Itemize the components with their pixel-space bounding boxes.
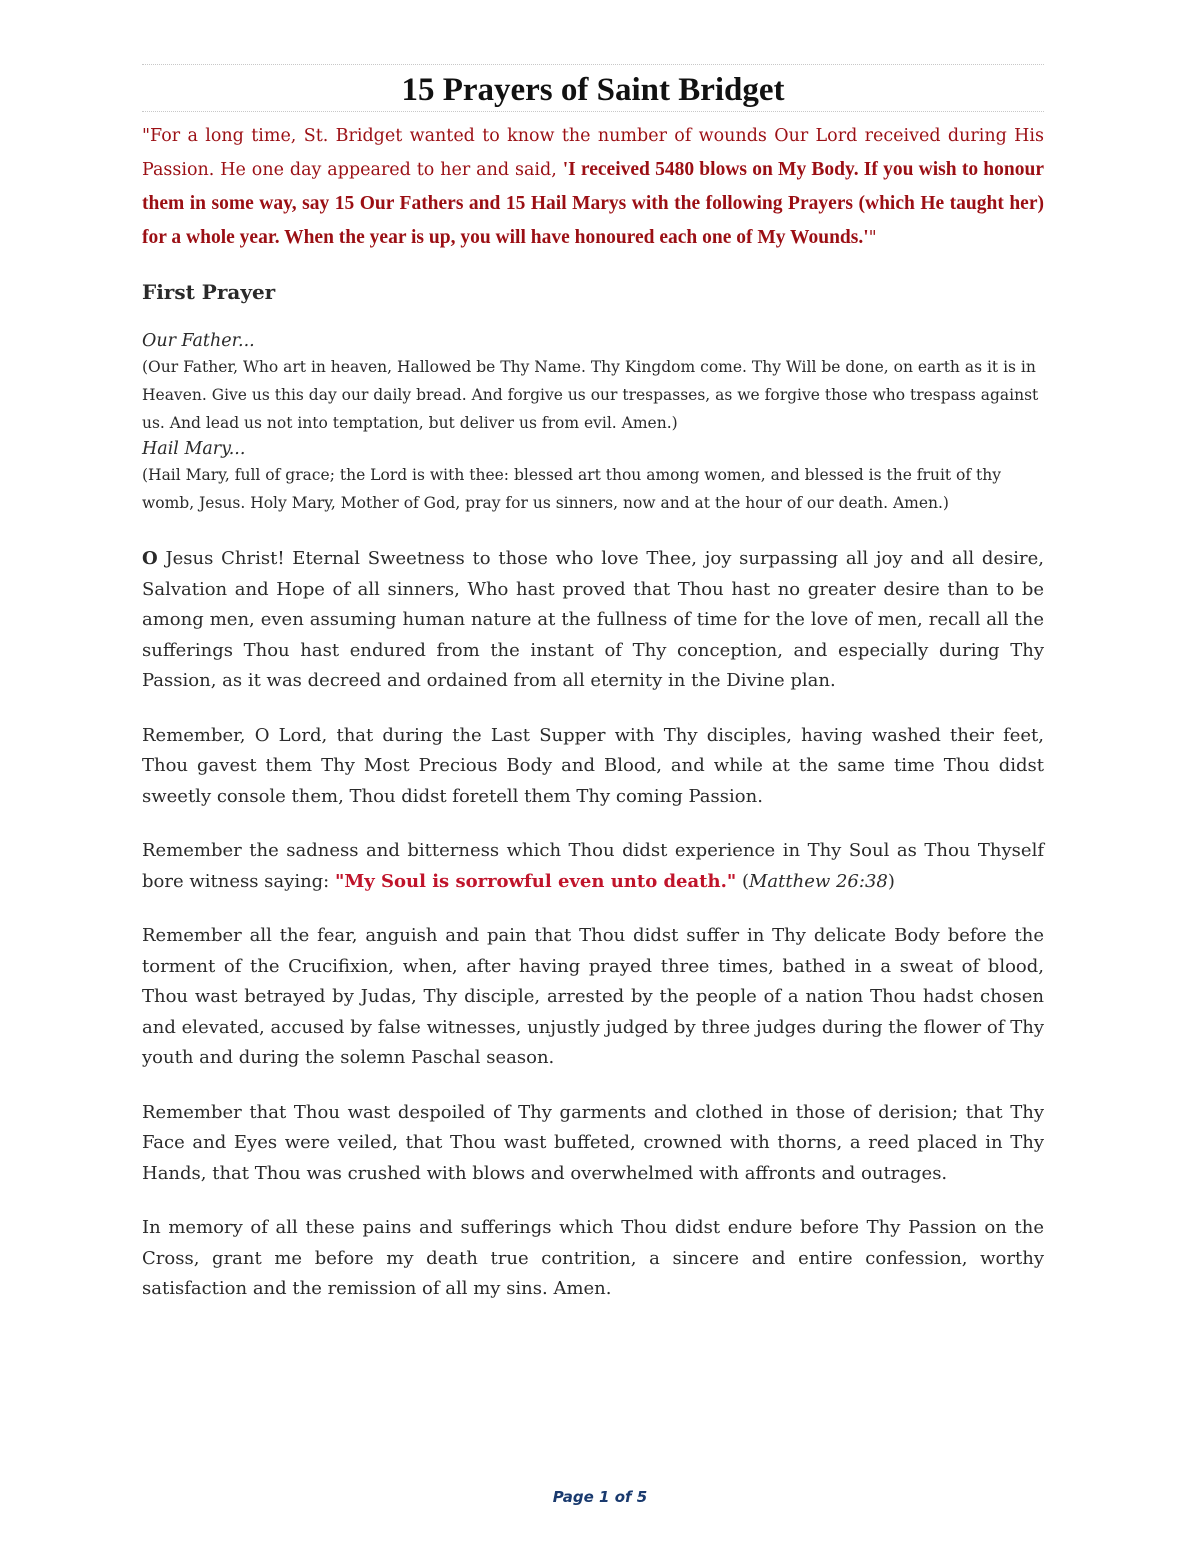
intro-paragraph bbox=[142, 120, 1044, 255]
our-father-title: Our Father... bbox=[142, 331, 255, 351]
citation-close: ) bbox=[887, 870, 895, 892]
paragraph-1-text: Jesus Christ! Eternal Sweetness to those who love Thee, joy surpassing all joy and all desire, Salvation and Hope of all sinners, Who hast proved that Thou hast no greater desire than to be among men, even assuming human nature at the fullness of time for the love of men, recall all the sufferings Thou hast endured from the instant of Thy conception, and especially during Thy Passion, as it was decreed and ordained from all eternity in the Divine plan. bbox=[142, 548, 1044, 691]
scripture-citation: Matthew 26:38 bbox=[748, 870, 888, 892]
section-heading: First Prayer bbox=[142, 280, 276, 304]
intro-close-quote: " bbox=[868, 228, 877, 248]
paragraph-5: Remember that Thou wast despoiled of Thy garments and clothed in those of derision; that Thy Face and Eyes were veiled, that Thou wast buffeted, crowned with thorns, a reed placed in Thy Hands, that Thou was crushed with blows and overwhelmed with affronts and outrages. bbox=[142, 1101, 1044, 1184]
paragraph-2: Remember, O Lord, that during the Last Supper with Thy disciples, having washed their feet, Thou gavest them Thy Most Precious Body and Blood, and while at the same time Thou didst sweetly console them, Thou didst foretell them Thy coming Passion. bbox=[142, 724, 1044, 807]
paragraph-6: In memory of all these pains and sufferings which Thou didst endure before Thy Passion on the Cross, grant me before my death true contrition, a sincere and entire confession, worthy satisfaction and the remission of all my sins. Amen. bbox=[142, 1217, 1044, 1299]
title-rule-bottom bbox=[142, 111, 1044, 112]
our-father-text: (Our Father, Who art in heaven, Hallowed be Thy Name. Thy Kingdom come. Thy Will be done, on earth as it is in Heaven. Give us this day our daily bread. And forgive us our trespasses, as we forgive those who trespass against us. And lead us not into temptation, but deliver us from evil. Amen.) bbox=[142, 358, 1039, 432]
page-footer: Page 1 of 5 bbox=[552, 1488, 648, 1506]
paragraph-1-initial: O bbox=[142, 548, 158, 569]
intro-bold-text: 'I received 5480 blows on My Body. If you wish to honour them in some way, say 15 Our Fathers and 15 Hail Marys with the following Prayers (which He taught her) for a whole year. When the year is up, you will have honoured each one of My Wounds.' bbox=[142, 159, 1044, 248]
scripture-quote: "My Soul is sorrowful even unto death." bbox=[334, 870, 737, 892]
intro-plain-text: "For a long time, St. Bridget wanted to know the number of wounds Our Lord received during His Passion. He one day appeared to her and said, bbox=[142, 126, 1044, 180]
hail-mary-title: Hail Mary... bbox=[142, 439, 246, 459]
hail-mary-text: (Hail Mary, full of grace; the Lord is with thee: blessed art thou among women, and blessed is the fruit of thy womb, Jesus. Holy Mary, Mother of God, pray for us sinners, now and at the hour of our death. Amen.) bbox=[142, 466, 1002, 512]
paragraph-4: Remember all the fear, anguish and pain that Thou didst suffer in Thy delicate Body before the torment of the Crucifixion, when, after having prayed three times, bathed in a sweat of blood, Thou wast betrayed by Judas, Thy disciple, arrested by the people of a nation Thou hadst chosen and elevated, accused by false witnesses, unjustly judged by three judges during the flower of Thy youth and during the solemn Paschal season. bbox=[142, 925, 1044, 1068]
paragraph-3-text: Remember the sadness and bitterness which Thou didst experience in Thy Soul as Thou Thyself bore witness saying: bbox=[142, 840, 1044, 892]
paragraph-3 bbox=[142, 836, 1044, 897]
page-content bbox=[142, 64, 1044, 1305]
page-title: 15 Prayers of Saint Bridget bbox=[401, 72, 785, 108]
paragraph-1 bbox=[142, 544, 1044, 697]
title-rule-top bbox=[142, 64, 1044, 65]
citation-open: ( bbox=[736, 870, 749, 892]
